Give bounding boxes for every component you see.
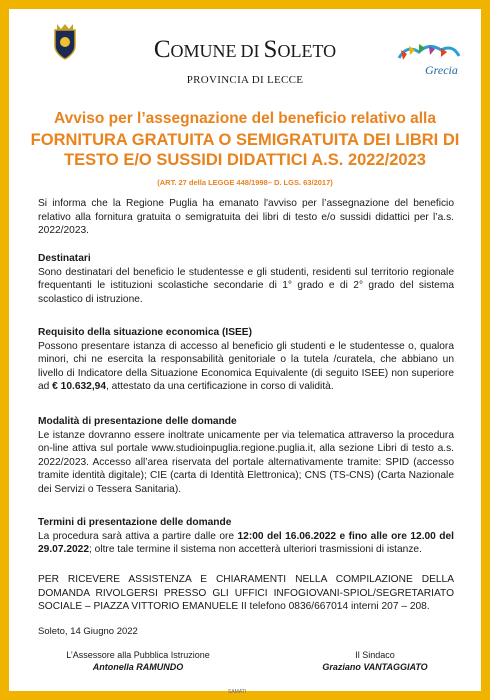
assistance-paragraph: PER RICEVERE ASSISTENZA E CHIARAMENTI NELLA COMPILAZIONE DELLA DOMANDA RIVOLGERSI PRESSO GLI UFFICI INFOGIOVANI-SPIOL/SEGRETARIATO SOCIALE – PIAZZA VITTORIO EMANUELE II telefono 0836/667014 interni 207 – 208. — [38, 574, 454, 613]
assessore-signature — [48, 649, 228, 673]
destinatari-section — [38, 252, 454, 306]
modalita-text: Le istanze dovranno essere inoltrate unicamente per via telematica attraverso la procedura on-line attiva sul portale www.studioinpuglia.regione.puglia.it, alla sezione Libri di testo a.s. 2022/2023. Accesso all’area riservata del portale alternativamente tramite: SPID (accesso tramite identità digitale); CIE (carta di Identità Elettronica); CNS (TS-CNS) (Carta Nazionale dei Servizi o Tessera Sanitaria). — [38, 429, 454, 495]
termini-text-b: ; oltre tale termine il sistema non accetterà ulteriori trasmissioni di istanze. — [89, 544, 422, 556]
notice-title — [22, 130, 468, 170]
document-date: Soleto, 14 Giugno 2022 — [38, 626, 138, 637]
comune-initial: C — [153, 36, 171, 63]
isee-text — [38, 340, 454, 394]
isee-text-a: Possono presentare istanza di accesso al beneficio gli studenti e le studentesse o, qualora minori, chi ne esercita la responsabilità genitoriale o la tutela /curatela, che abbiano un livello di Indicatore della Situazione Economica Equivalente (di seguito ISEE) non superiore ad — [38, 340, 454, 393]
legal-reference: (ART. 27 della LEGGE 448/1998– D. LGS. 63/2017) — [157, 178, 333, 187]
assessore-name: Antonella RAMUNDO — [92, 662, 184, 672]
destinatari-text: Sono destinatari del beneficio le studentesse e gli studenti, residenti sul territorio regionale frequentanti le istituzioni scolastiche secondarie di 1° grado e di 2° grado del sistema scolastico di istruzione. — [38, 266, 454, 305]
modalita-heading: Modalità di presentazione delle domande — [38, 416, 237, 427]
sindaco-signature — [300, 649, 450, 673]
isee-amount: € 10.632,94 — [52, 381, 106, 393]
sindaco-name: Graziano VANTAGGIATO — [322, 662, 428, 672]
termini-heading: Termini di presentazione delle domande — [38, 517, 232, 528]
soleto-initial: S — [263, 36, 278, 63]
termini-dates: 12:00 del 16.06.2022 e fino alle ore 12.00 del 29.07.2022 — [38, 530, 454, 556]
notice-title-line1: Avviso per l’assegnazione del beneficio relativo alla — [54, 110, 436, 127]
header — [9, 14, 481, 96]
isee-text-b: , attestato da una certificazione in corso di validità. — [106, 381, 334, 393]
grecia-logo-text: Grecia — [425, 63, 458, 77]
destinatari-heading: Destinatari — [38, 253, 91, 264]
sindaco-role: Il Sindaco — [355, 650, 395, 660]
grecia-salentina-logo-icon — [395, 40, 467, 86]
isee-heading: Requisito della situazione economica (ISEE) — [38, 327, 252, 338]
printer-mark: SAMATI — [228, 689, 247, 695]
notice-title-line3: TESTO E/O SUSSIDI DIDATTICI A.S. 2022/2023 — [64, 151, 426, 169]
termini-section — [38, 516, 454, 557]
isee-section — [38, 326, 454, 394]
di-word: DI — [240, 41, 260, 61]
province-label: PROVINCIA DI LECCE — [186, 74, 304, 86]
termini-text — [38, 530, 454, 557]
intro-paragraph: Si informa che la Regione Puglia ha emanato l'avviso per l’assegnazione del beneficio relativo alla fornitura gratuita o semigratuita dei libri di testo e/o sussidi didattici per l’a.s. 2022/2023. — [38, 198, 454, 237]
notice-title-line2: FORNITURA GRATUITA O SEMIGRATUITA DEI LIBRI DI — [30, 131, 460, 149]
comune-rest: OMUNE — [170, 41, 237, 61]
soleto-rest: OLETO — [277, 41, 337, 61]
termini-text-a: La procedura sarà attiva a partire dalle ore — [38, 530, 238, 542]
assessore-role: L’Assessore alla Pubblica Istruzione — [66, 650, 210, 660]
modalita-section — [38, 415, 454, 497]
